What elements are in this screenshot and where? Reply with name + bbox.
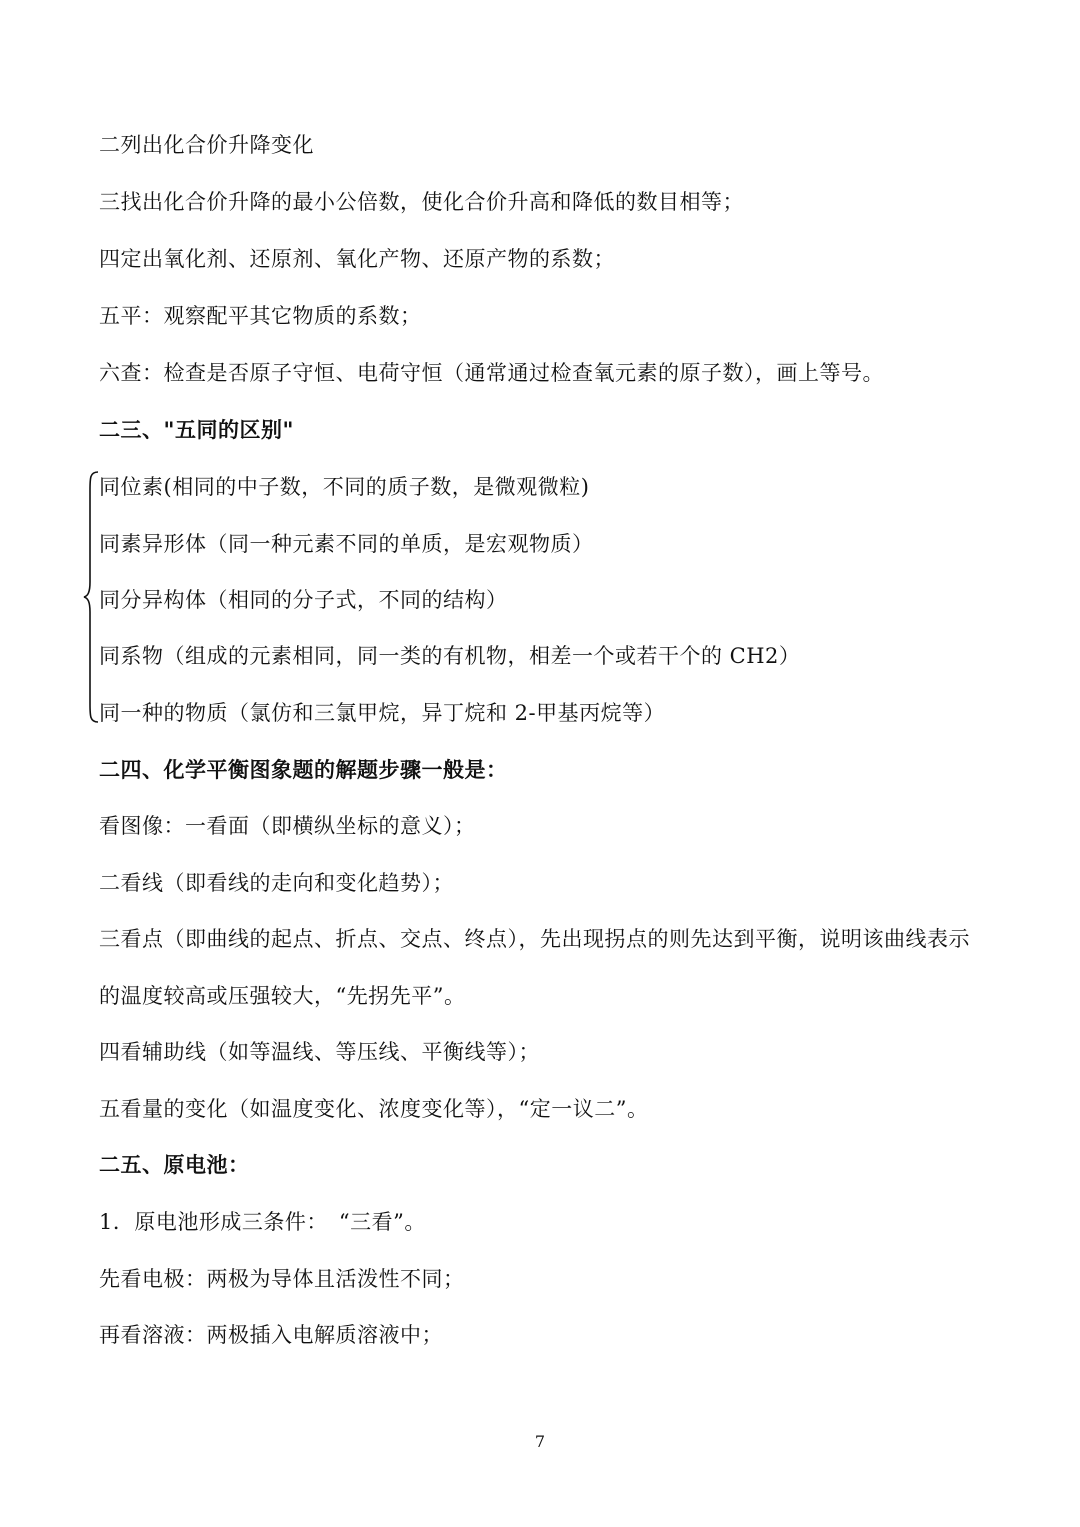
step-2: 二列出化合价升降变化 [99,133,314,157]
equilibrium-step-3: 三看点（即曲线的起点、折点、交点、终点），先出现拐点的则先达到平衡，说明该曲线表示 [99,927,970,951]
section-23-heading: 二三、"五同的区别" [99,417,294,442]
five-same-item-4: 同系物（组成的元素相同，同一类的有机物，相差一个或若干个的 CH2） [99,644,801,668]
equilibrium-step-1: 看图像：一看面（即横纵坐标的意义）； [99,814,476,838]
five-same-item-1: 同位素(相同的中子数，不同的质子数，是微观微粒) [99,475,590,499]
section-24-heading: 二四、化学平衡图象题的解题步骤一般是： [99,757,508,782]
five-same-item-3: 同分异构体（相同的分子式，不同的结构） [99,588,508,612]
battery-condition-intro: 1．原电池形成三条件： “三看”。 [99,1210,426,1234]
equilibrium-step-3-cont: 的温度较高或压强较大，“先拐先平”。 [99,984,466,1008]
battery-condition-solution: 再看溶液：两极插入电解质溶液中； [99,1323,443,1347]
page-number: 7 [534,1432,546,1451]
equilibrium-step-4: 四看辅助线（如等温线、等压线、平衡线等）； [99,1040,540,1064]
step-4: 四定出氧化剂、还原剂、氧化产物、还原产物的系数； [99,247,615,271]
step-3: 三找出化合价升降的最小公倍数，使化合价升高和降低的数目相等； [99,190,744,214]
curly-brace [82,470,100,724]
equilibrium-step-2: 二看线（即看线的走向和变化趋势）； [99,871,454,895]
equilibrium-step-5: 五看量的变化（如温度变化、浓度变化等），“定一议二”。 [99,1097,649,1121]
step-6: 六查：检查是否原子守恒、电荷守恒（通常通过检查氧元素的原子数），画上等号。 [99,361,884,385]
battery-condition-electrode: 先看电极：两极为导体且活泼性不同； [99,1267,465,1291]
section-25-heading: 二五、原电池： [99,1152,250,1177]
five-same-item-2: 同素异形体（同一种元素不同的单质，是宏观物质） [99,532,594,556]
five-same-item-5: 同一种的物质（氯仿和三氯甲烷，异丁烷和 2-甲基丙烷等） [99,701,666,725]
step-5: 五平：观察配平其它物质的系数； [99,304,422,328]
